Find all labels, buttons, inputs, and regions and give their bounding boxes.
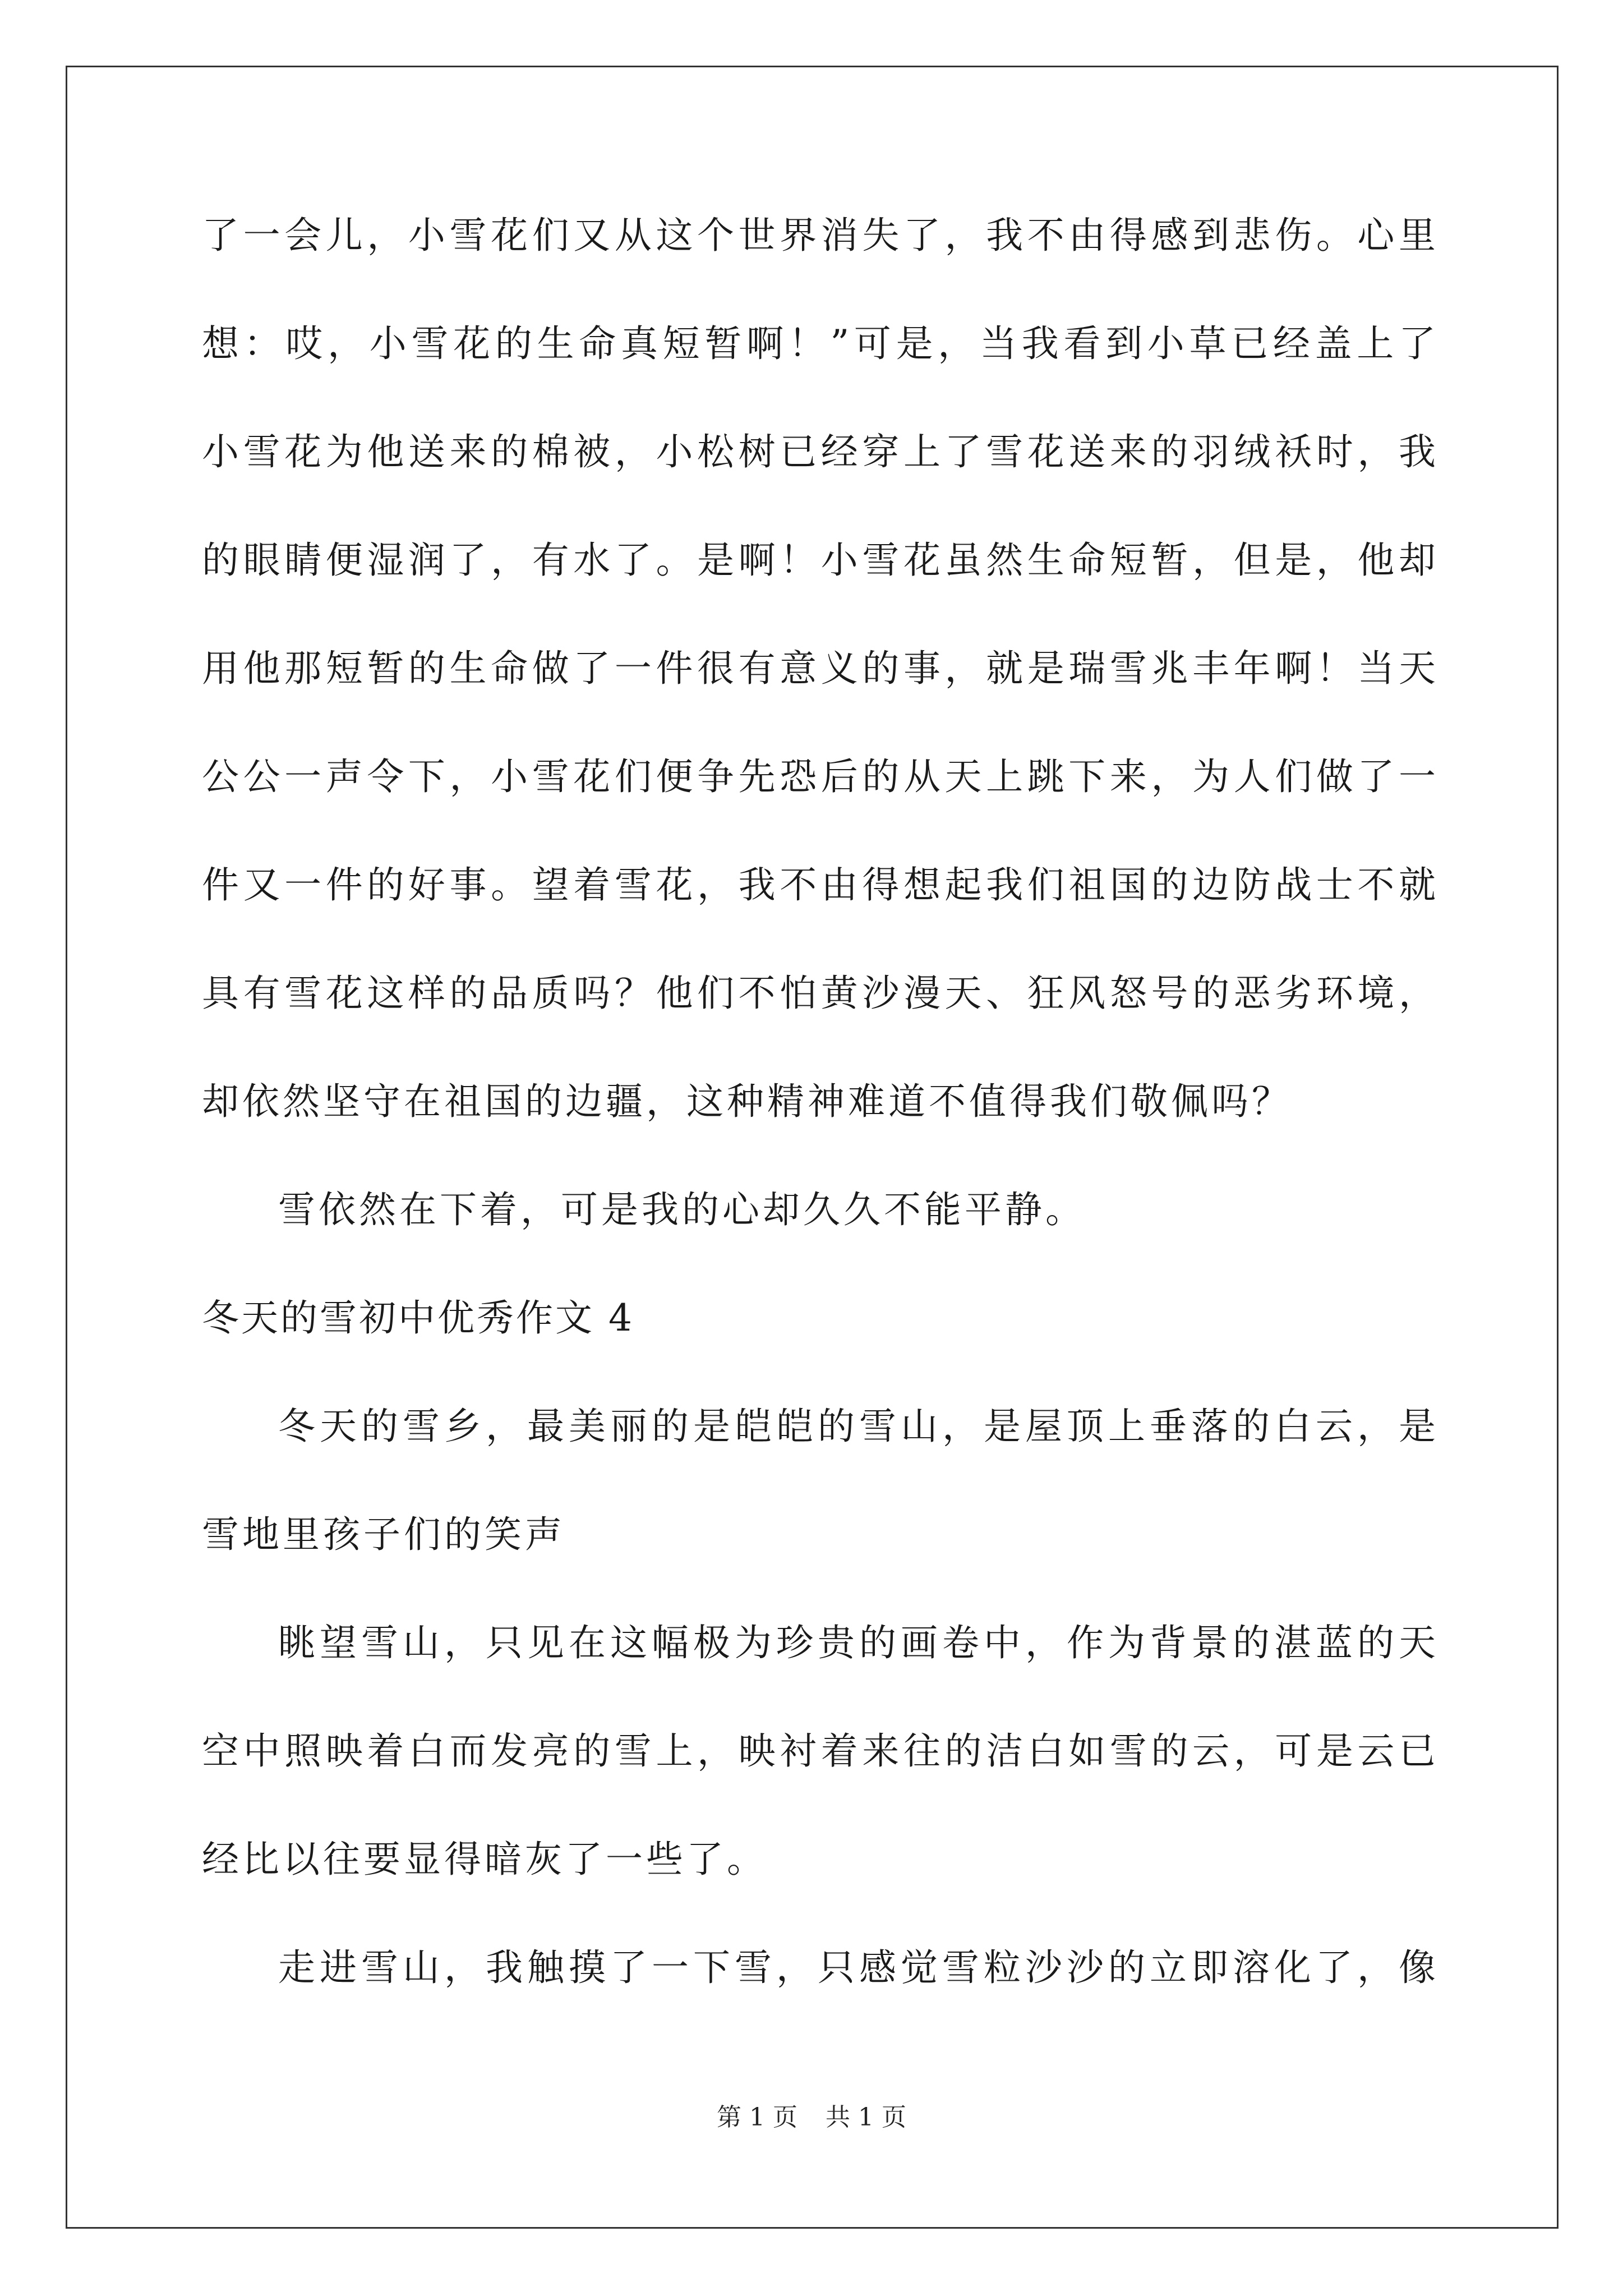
paragraph-line: 雪依然在下着，可是我的心却久久不能平静。 [278,1188,1086,1231]
text-line: 了一会儿，小雪花们又从这个世界消失了，我不由得感到悲伤。心里 [202,214,1436,257]
paragraph-line: 眺望雪山，只见在这幅极为珍贵的画卷中，作为背景的湛蓝的天 [278,1621,1436,1664]
text-line: 空中照映着白而发亮的雪上，映衬着来往的洁白如雪的云，可是云已 [202,1729,1436,1773]
page-footer [0,2101,1623,2134]
page-border [66,66,1559,2229]
text-line: 用他那短暂的生命做了一件很有意义的事，就是瑞雪兆丰年啊！当天 [202,647,1436,690]
text-line: 想：哎，小雪花的生命真短暂啊！”可是，当我看到小草已经盖上了 [202,322,1436,365]
text-line: 经比以往要显得暗灰了一些了。 [202,1838,767,1881]
text-line: 小雪花为他送来的棉被，小松树已经穿上了雪花送来的羽绒袄时，我 [202,430,1436,473]
text-line: 的眼睛便湿润了，有水了。是啊！小雪花虽然生命短暂，但是，他却 [202,539,1436,582]
section-heading: 冬天的雪初中优秀作文 4 [202,1296,634,1340]
paragraph-line: 冬天的雪乡，最美丽的是皑皑的雪山，是屋顶上垂落的白云，是 [278,1405,1436,1448]
paragraph-line: 走进雪山，我触摸了一下雪，只感觉雪粒沙沙的立即溶化了，像 [278,1946,1436,1989]
text-line: 雪地里孩子们的笑声 [202,1513,565,1556]
text-line: 却依然坚守在祖国的边疆，这种精神难道不值得我们敬佩吗？ [202,1080,1292,1123]
text-line: 件又一件的好事。望着雪花，我不由得想起我们祖国的边防战士不就 [202,863,1436,907]
text-line: 具有雪花这样的品质吗？他们不怕黄沙漫天、狂风怒号的恶劣环境， [202,972,1436,1015]
page-number: 第 1 页 [717,2103,797,2132]
text-line: 公公一声令下，小雪花们便争先恐后的从天上跳下来，为人们做了一 [202,755,1436,798]
page-total: 共 1 页 [826,2103,906,2132]
